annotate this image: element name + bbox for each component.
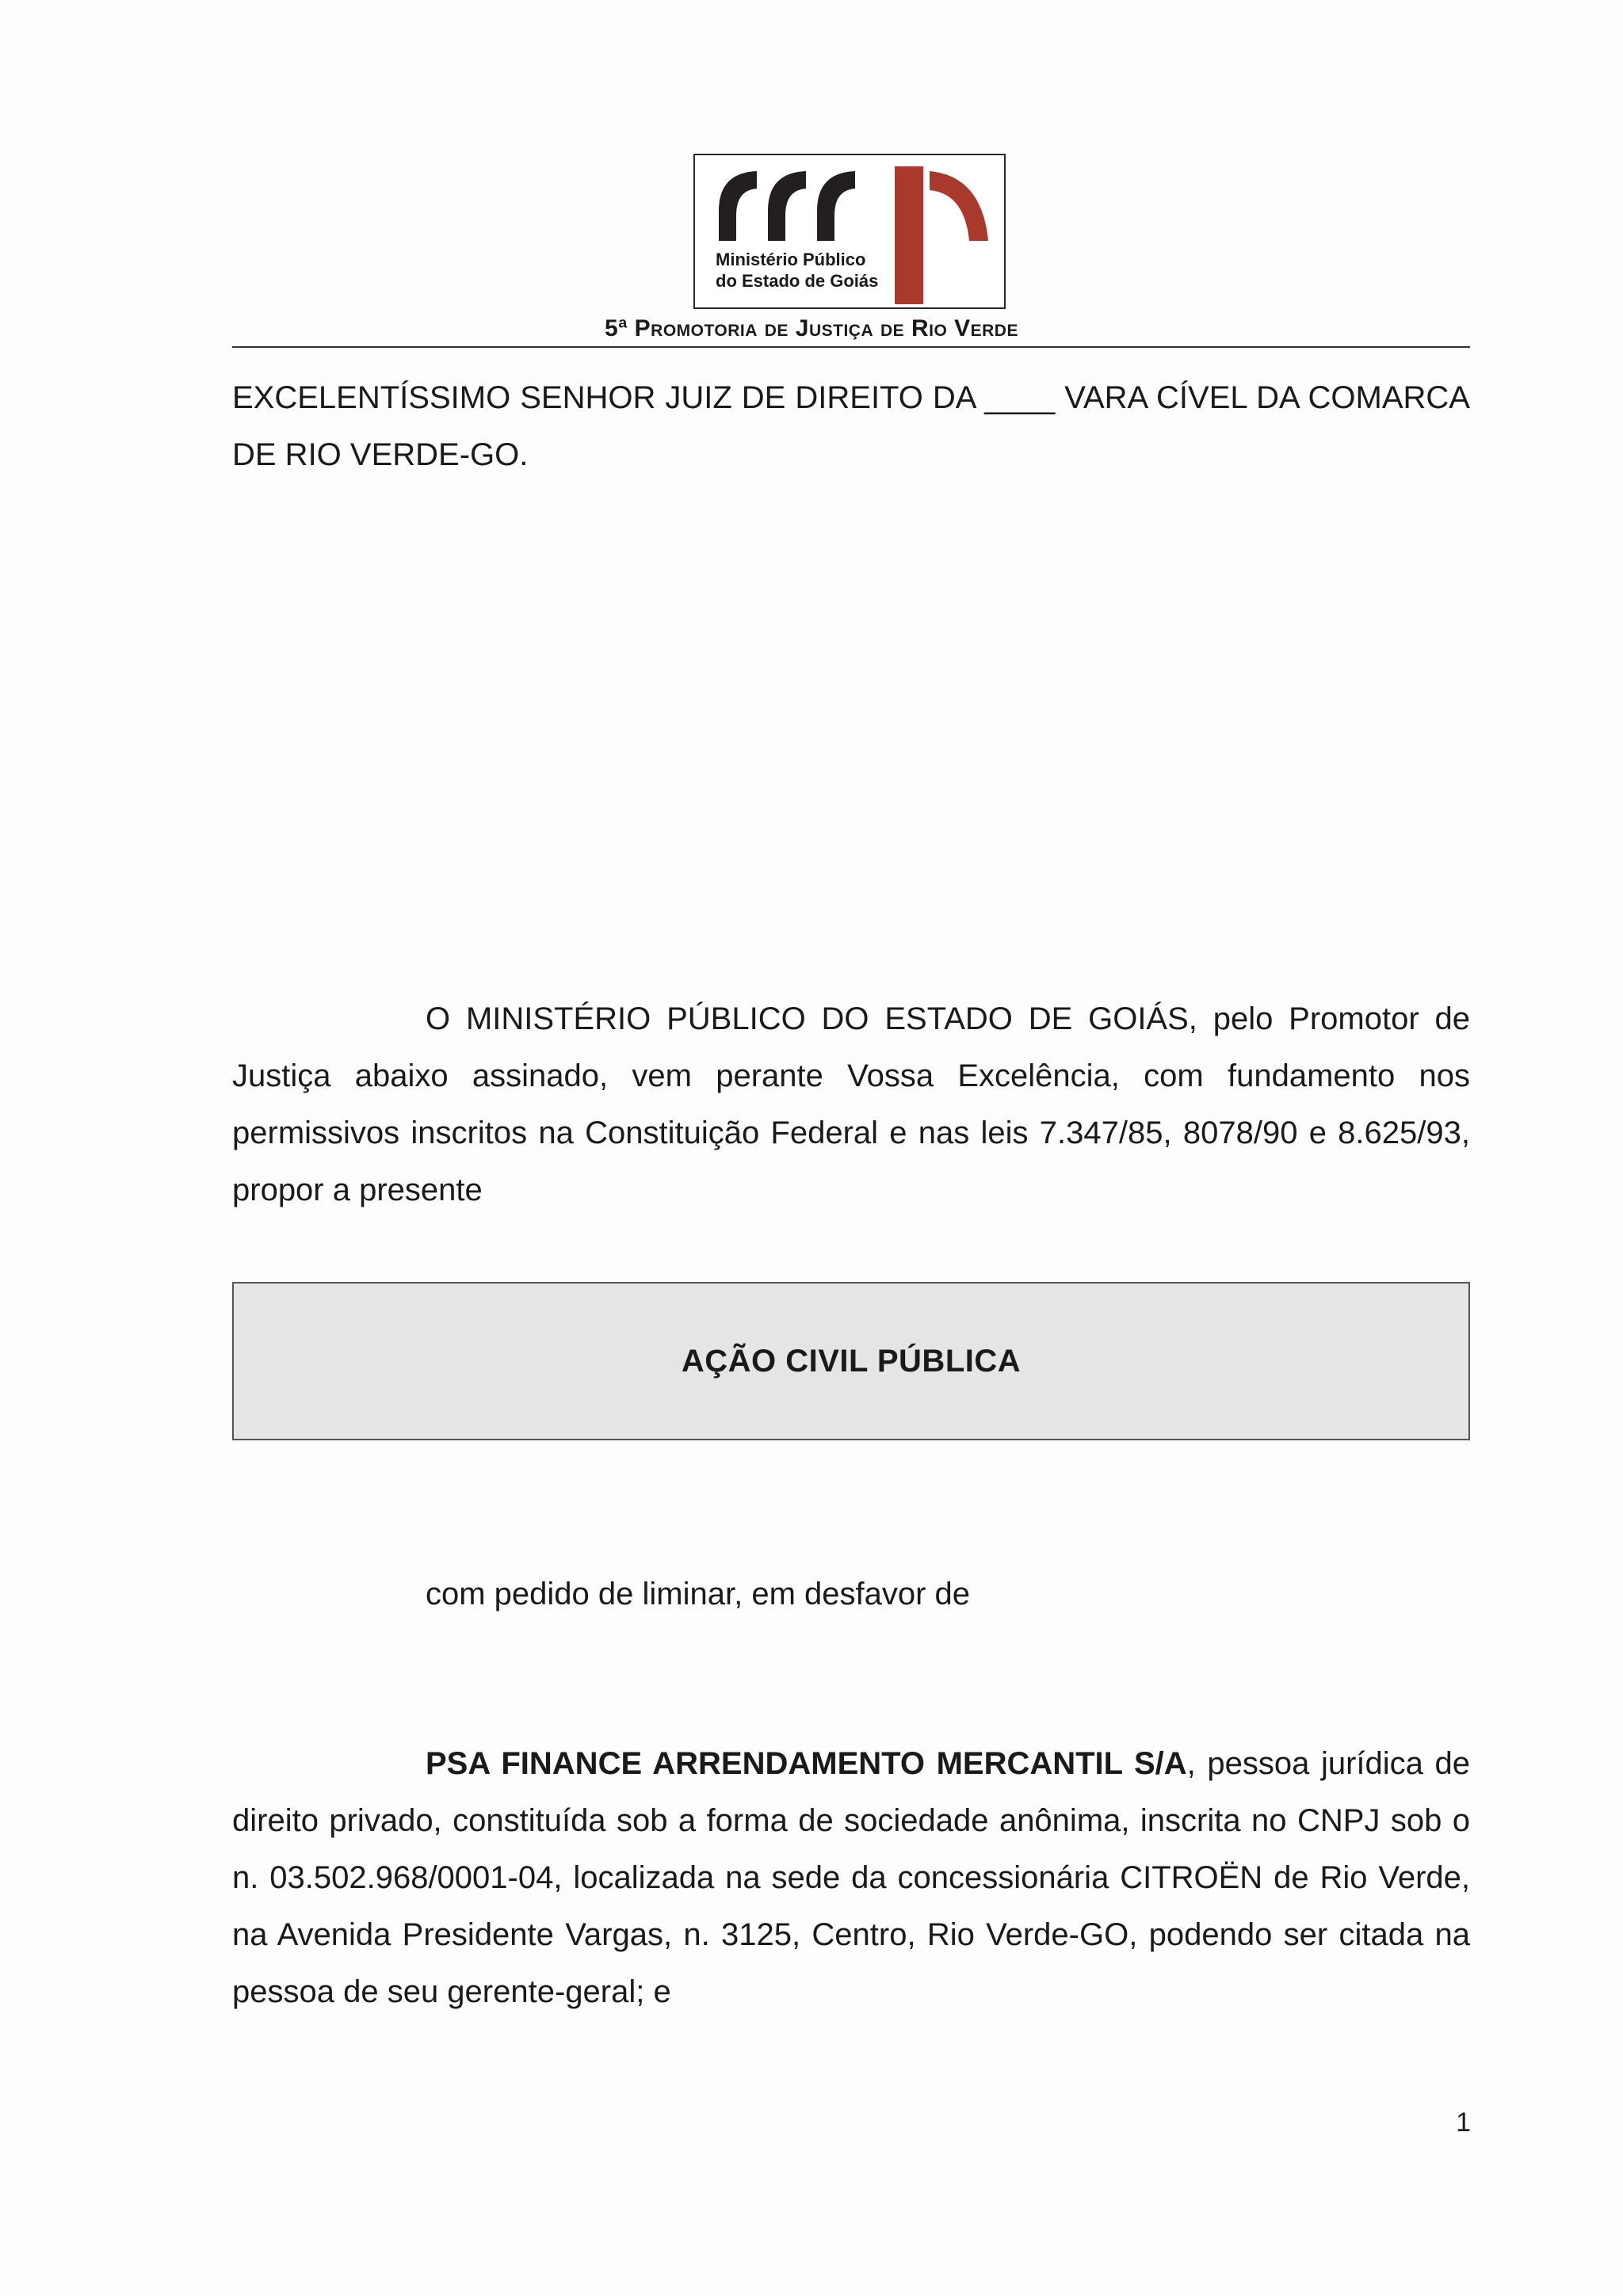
- logo-line-1: Ministério Público: [716, 250, 866, 269]
- action-title-box: [232, 1282, 1470, 1440]
- logo-text: [716, 249, 878, 292]
- liminar-line: com pedido de liminar, em desfavor de: [426, 1577, 971, 1611]
- promotoria-heading: 5ª Promotoria de Justiça de Rio Verde: [605, 315, 1018, 341]
- action-title: AÇÃO CIVIL PÚBLICA: [681, 1343, 1022, 1379]
- mp-go-logo: [693, 154, 1006, 309]
- defendant-name: PSA FINANCE ARRENDAMENTO MERCANTIL S/A: [426, 1746, 1187, 1781]
- header-rule: [232, 346, 1470, 348]
- intro-paragraph: O MINISTÉRIO PÚBLICO DO ESTADO DE GOIÁS, pelo Promotor de Justiça abaixo assinado, vem perante Vossa Excelência, com fundamento nos permissivos inscritos na Constituição Federal e nas leis 7.347/85, 8078/90 e 8.625/93, propor a presente: [232, 1001, 1470, 1207]
- addressee: EXCELENTÍSSIMO SENHOR JUIZ DE DIREITO DA ____ VARA CÍVEL DA COMARCA DE RIO VERDE-GO.: [232, 380, 1470, 472]
- defendant-paragraph: [232, 1735, 1470, 2020]
- logo-line-2: do Estado de Goiás: [716, 271, 879, 291]
- defendant-description: , pessoa jurídica de direito privado, constituída sob a forma de sociedade anônima, inscrita no CNPJ sob o n. 03.502.968/0001-04, localizada na sede da concessionária CITROËN de Rio Verde, na Avenida Presidente Vargas, n. 3125, Centro, Rio Verde-GO, podendo ser citada na pessoa de seu gerente-geral; e: [232, 1746, 1470, 2009]
- page-number: 1: [1456, 2107, 1471, 2138]
